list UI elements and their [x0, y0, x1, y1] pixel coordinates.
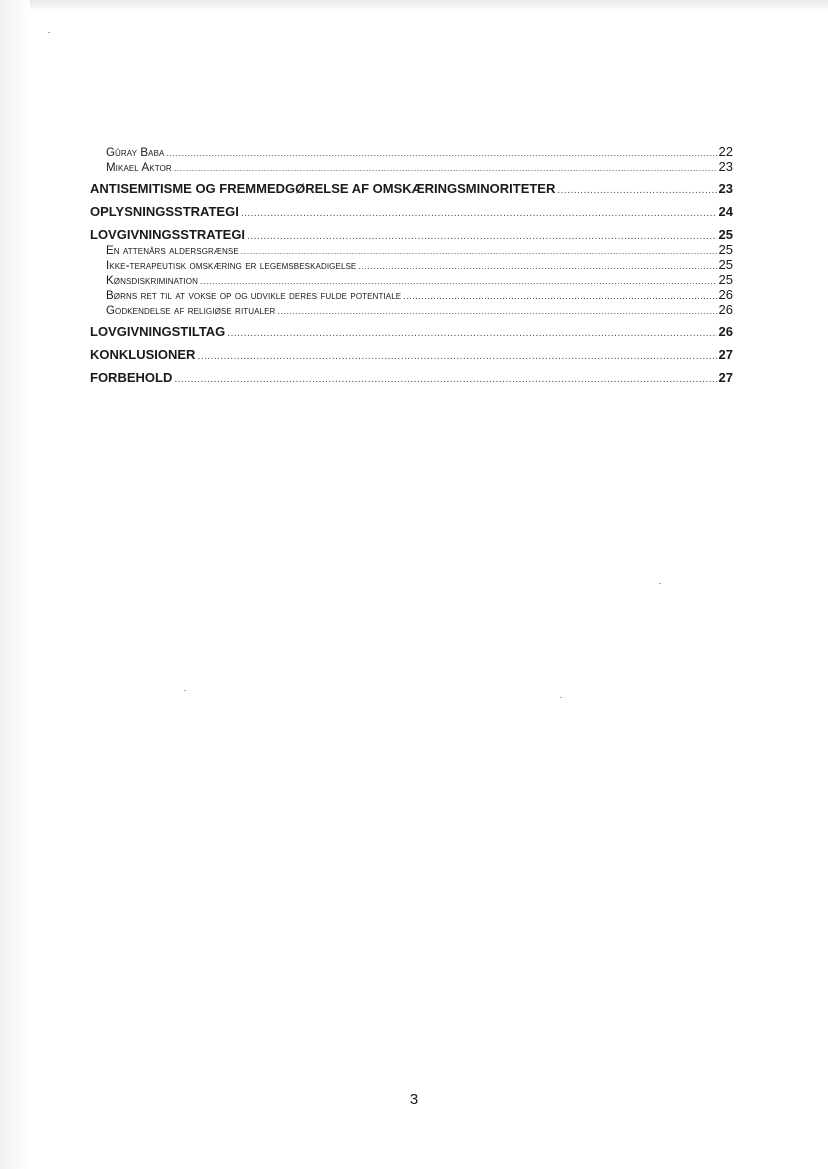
toc-entry-page: 25: [718, 242, 733, 257]
toc-entry-page: 26: [718, 324, 733, 339]
toc-entry-page: 26: [718, 287, 733, 302]
toc-entry-page: 23: [718, 181, 733, 196]
dot-leader: [174, 161, 717, 175]
toc-entry-mikael-aktor[interactable]: [90, 160, 733, 174]
toc-entry-label: Børns ret til at vokse op og udvikle deres fulde potentiale: [106, 290, 402, 302]
toc-entry-konsdiskrimination[interactable]: [90, 273, 733, 287]
toc-entry-label: Ikke-terapeutisk omskæring er legemsbeskadigelse: [106, 260, 357, 272]
toc-entry-label: ANTISEMITISME OG FREMMEDGØRELSE AF OMSKÆRINGSMINORITETER: [90, 181, 556, 196]
toc-entry-page: 25: [718, 257, 733, 272]
toc-entry-konklusioner[interactable]: [90, 346, 733, 363]
toc-entry-oplysningsstrategi[interactable]: [90, 203, 733, 220]
toc-entry-page: 25: [718, 227, 733, 242]
toc-entry-lovgivningsstrategi[interactable]: [90, 226, 733, 243]
toc-entry-lovgivningstiltag[interactable]: [90, 323, 733, 340]
toc-entry-page: 26: [718, 302, 733, 317]
toc-entry-page: 25: [718, 272, 733, 287]
toc-entry-aldersgraense[interactable]: [90, 243, 733, 257]
dot-leader: [557, 182, 716, 199]
toc-entry-label: LOVGIVNINGSTILTAG: [90, 324, 226, 339]
toc-entry-label: LOVGIVNINGSSTRATEGI: [90, 227, 246, 242]
toc-entry-label: Mikael Aktor: [106, 162, 172, 174]
toc-entry-page: 22: [718, 144, 733, 159]
dot-leader: [277, 304, 716, 318]
dot-leader: [227, 325, 716, 342]
toc-entry-label: KONKLUSIONER: [90, 347, 196, 362]
toc-entry-label: Gûray Baba: [106, 147, 165, 159]
dot-leader: [358, 259, 716, 273]
dot-leader: [200, 274, 717, 288]
toc-entry-label: Godkendelse af religiøse ritualer: [106, 305, 276, 317]
dot-leader: [241, 205, 717, 222]
table-of-contents: [90, 144, 733, 386]
dot-leader: [247, 228, 716, 245]
toc-entry-antisemitisme[interactable]: [90, 180, 733, 197]
toc-entry-forbehold[interactable]: [90, 369, 733, 386]
toc-entry-page: 23: [718, 159, 733, 174]
dot-leader: [166, 146, 716, 160]
toc-entry-borns-ret[interactable]: [90, 288, 733, 302]
toc-entry-label: FORBEHOLD: [90, 370, 173, 385]
toc-entry-religiose-ritualer[interactable]: [90, 303, 733, 317]
toc-entry-guray-baba[interactable]: [90, 145, 733, 159]
scan-left-shade: [0, 0, 30, 1169]
dot-leader: [403, 289, 716, 303]
scan-speck: [48, 32, 50, 33]
page-number: 3: [409, 1091, 419, 1108]
toc-entry-label: En attenårs aldersgrænse: [106, 245, 239, 257]
toc-entry-page: 27: [718, 370, 733, 385]
scan-speck: [184, 690, 186, 691]
toc-entry-page: 24: [718, 204, 733, 219]
scan-speck: [659, 583, 661, 584]
scan-top-edge: [0, 0, 828, 10]
scan-speck: [560, 697, 562, 698]
toc-entry-legemsbeskadigelse[interactable]: [90, 258, 733, 272]
toc-entry-label: Kønsdiskrimination: [106, 275, 198, 287]
dot-leader: [241, 244, 717, 258]
dot-leader: [197, 348, 716, 365]
toc-entry-label: OPLYSNINGSSTRATEGI: [90, 204, 239, 219]
dot-leader: [174, 371, 716, 388]
toc-entry-page: 27: [718, 347, 733, 362]
